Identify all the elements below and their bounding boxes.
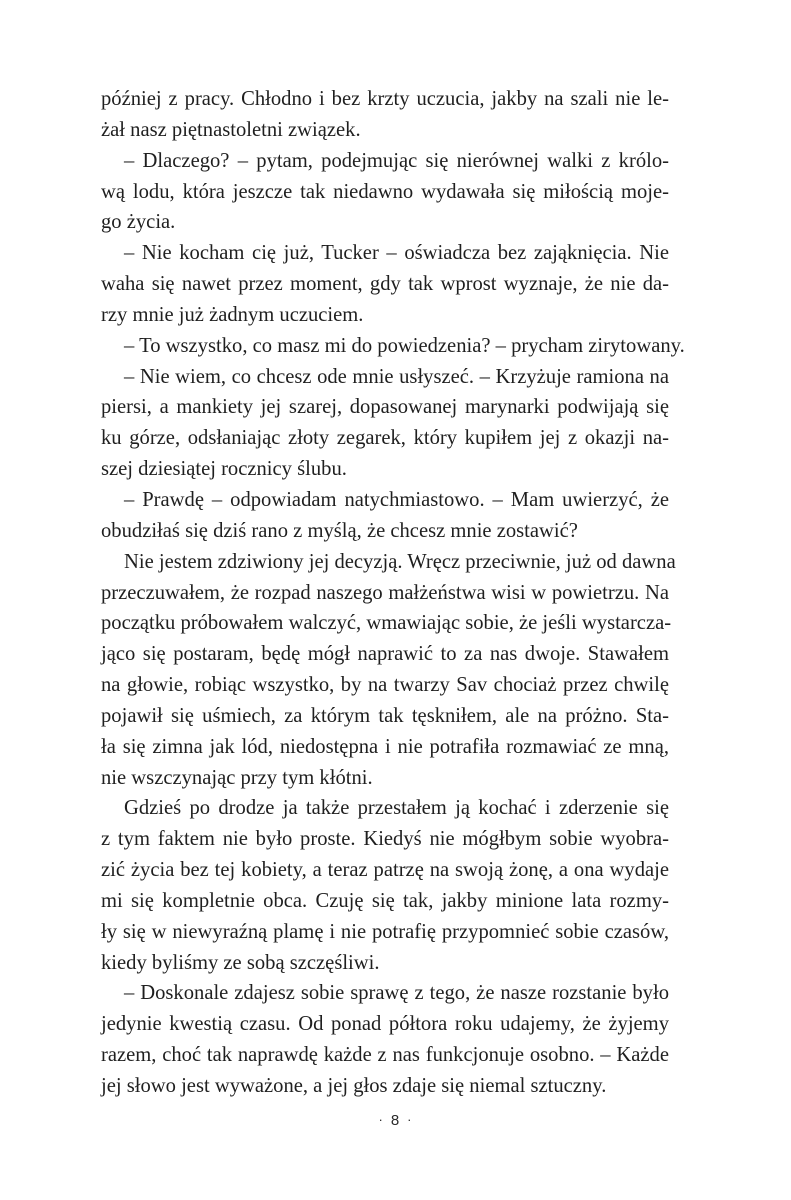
text-line: z tym faktem nie było proste. Kiedyś nie mógłbym sobie wyobra- [101, 828, 669, 851]
text-line: na głowie, robiąc wszystko, by na twarzy Sav chociaż przez chwilę [101, 674, 669, 697]
text-line: jedynie kwestią czasu. Od ponad półtora roku udajemy, że żyjemy [101, 1013, 669, 1036]
text-line: kiedy byliśmy ze sobą szczęśliwi. [101, 951, 380, 974]
text-line: go życia. [101, 211, 176, 234]
text-line: nie wszczynając przy tym kłótni. [101, 766, 373, 789]
text-line: początku próbowałem walczyć, wmawiając sobie, że jeśli wystarcza- [101, 612, 672, 635]
page-number: 8 [390, 1112, 401, 1129]
text-line: – Dlaczego? – pytam, podejmując się nierównej walki z królo- [124, 149, 669, 172]
text-line: razem, choć tak naprawdę każde z nas funkcjonuje osobno. – Każde [101, 1044, 669, 1067]
text-line: jej słowo jest wyważone, a jej głos zdaje się niemal sztuczny. [101, 1075, 607, 1097]
text-line: mi się kompletnie obca. Czuję się tak, jakby minione lata rozmy- [101, 889, 669, 912]
text-line: żał nasz piętnastoletni związek. [101, 118, 361, 141]
body-text [101, 84, 685, 1102]
text-line: piersi, a mankiety jej szarej, dopasowanej marynarki podwijają się [101, 396, 669, 419]
page-number-right-dot: · [407, 1112, 413, 1127]
text-line: waha się nawet przez moment, gdy tak wprost wyznaje, że nie da- [101, 273, 669, 296]
text-line: ły się w niewyraźną plamę i nie potrafię przypomnieć sobie czasów, [101, 920, 669, 943]
text-line: ła się zimna jak lód, niedostępna i nie potrafiła rozmawiać ze mną, [101, 735, 669, 758]
text-line: – Prawdę – odpowiadam natychmiastowo. – Mam uwierzyć, że [124, 488, 669, 511]
text-line: wą lodu, która jeszcze tak niedawno wydawała się miłością moje- [101, 180, 669, 203]
text-line: Gdzieś po drodze ja także przestałem ją kochać i zderzenie się [124, 797, 669, 820]
text-line: Nie jestem zdziwiony jej decyzją. Wręcz przeciwnie, już od dawna [124, 550, 676, 573]
text-line: obudziłaś się dziś rano z myślą, że chcesz mnie zostawić? [101, 519, 578, 542]
text-line: – Doskonale zdajesz sobie sprawę z tego, że nasze rozstanie było [124, 982, 669, 1005]
text-line: później z pracy. Chłodno i bez krzty uczucia, jakby na szali nie le- [101, 88, 669, 110]
text-line: przeczuwałem, że rozpad naszego małżeństwa wisi w powietrzu. Na [101, 581, 669, 604]
page-number-left-dot: · [378, 1112, 384, 1127]
text-line: zić życia bez tej kobiety, a teraz patrzę na swoją żonę, a ona wydaje [101, 859, 669, 882]
text-line: – To wszystko, co masz mi do powiedzenia? – prycham zirytowany. [124, 334, 685, 357]
text-line: szej dziesiątej rocznicy ślubu. [101, 458, 347, 481]
text-line: rzy mnie już żadnym uczuciem. [101, 303, 364, 326]
text-line: – Nie kocham cię już, Tucker – oświadcza bez zająknięcia. Nie [124, 242, 669, 265]
text-line: jąco się postaram, będę mógł naprawić to za nas dwoje. Stawałem [101, 643, 669, 666]
text-line: – Nie wiem, co chcesz ode mnie usłyszeć. – Krzyżuje ramiona na [124, 365, 669, 388]
page-number-footer [0, 1112, 791, 1129]
text-line: pojawił się uśmiech, za którym tak tęskniłem, ale na próżno. Sta- [101, 704, 669, 727]
text-line: ku górze, odsłaniając złoty zegarek, który kupiłem jej z okazji na- [101, 427, 669, 450]
